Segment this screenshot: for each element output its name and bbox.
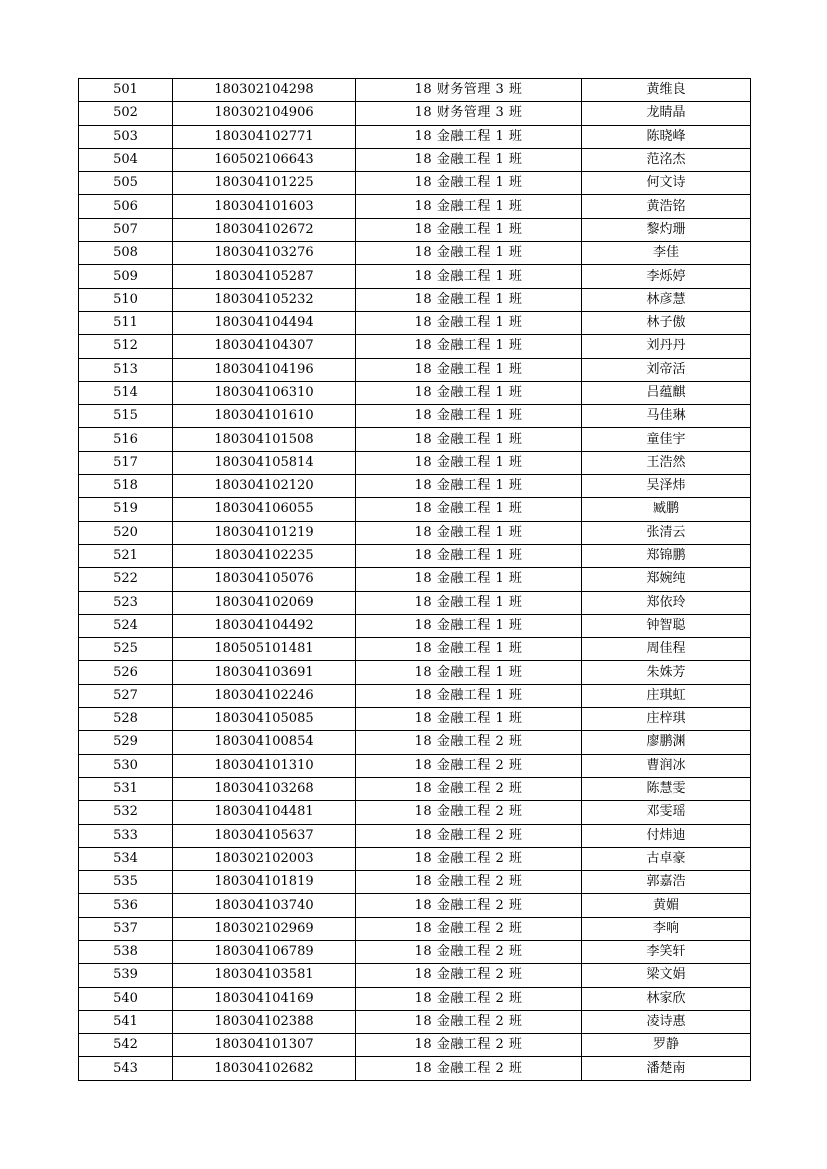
student-name-cell: 李响 (582, 917, 751, 940)
student-id-cell: 180304102069 (173, 591, 356, 614)
table-row (79, 218, 751, 241)
table-row (79, 591, 751, 614)
table-row (79, 125, 751, 148)
class-name-cell: 18 金融工程 2 班 (356, 1057, 582, 1080)
student-id-cell: 180304103276 (173, 242, 356, 265)
row-number-cell: 506 (79, 195, 173, 218)
student-name-cell: 朱姝芳 (582, 661, 751, 684)
row-number-cell: 536 (79, 894, 173, 917)
student-id-cell: 180304103740 (173, 894, 356, 917)
class-name-cell: 18 金融工程 1 班 (356, 335, 582, 358)
student-id-cell: 180304105637 (173, 824, 356, 847)
table-row (79, 102, 751, 125)
class-name-cell: 18 金融工程 1 班 (356, 148, 582, 171)
class-name-cell: 18 金融工程 1 班 (356, 475, 582, 498)
student-id-cell: 180304104492 (173, 614, 356, 637)
student-name-cell: 张清云 (582, 521, 751, 544)
student-id-cell: 180304106055 (173, 498, 356, 521)
student-name-cell: 周佳程 (582, 638, 751, 661)
class-name-cell: 18 金融工程 1 班 (356, 428, 582, 451)
row-number-cell: 529 (79, 731, 173, 754)
table-row (79, 731, 751, 754)
table-row (79, 1034, 751, 1057)
row-number-cell: 542 (79, 1034, 173, 1057)
row-number-cell: 507 (79, 218, 173, 241)
row-number-cell: 510 (79, 288, 173, 311)
table-row (79, 381, 751, 404)
row-number-cell: 514 (79, 381, 173, 404)
table-row (79, 964, 751, 987)
student-name-cell: 林彦慧 (582, 288, 751, 311)
student-id-cell: 180304102246 (173, 684, 356, 707)
student-name-cell: 郑婉纯 (582, 568, 751, 591)
student-id-cell: 180302104298 (173, 79, 356, 102)
student-name-cell: 庄琪虹 (582, 684, 751, 707)
student-id-cell: 180304101219 (173, 521, 356, 544)
student-id-cell: 180304103581 (173, 964, 356, 987)
student-name-cell: 郭嘉浩 (582, 871, 751, 894)
table-row (79, 614, 751, 637)
row-number-cell: 540 (79, 987, 173, 1010)
student-name-cell: 刘丹丹 (582, 335, 751, 358)
row-number-cell: 519 (79, 498, 173, 521)
student-id-cell: 180304105232 (173, 288, 356, 311)
student-name-cell: 黄浩铭 (582, 195, 751, 218)
table-row (79, 521, 751, 544)
class-name-cell: 18 金融工程 1 班 (356, 684, 582, 707)
student-roster-table (78, 78, 751, 1081)
student-id-cell: 180304101819 (173, 871, 356, 894)
row-number-cell: 532 (79, 801, 173, 824)
table-row (79, 940, 751, 963)
class-name-cell: 18 金融工程 2 班 (356, 894, 582, 917)
table-row (79, 335, 751, 358)
class-name-cell: 18 财务管理 3 班 (356, 79, 582, 102)
student-name-cell: 付炜迪 (582, 824, 751, 847)
student-id-cell: 180304105287 (173, 265, 356, 288)
table-row (79, 917, 751, 940)
row-number-cell: 537 (79, 917, 173, 940)
student-id-cell: 180304104481 (173, 801, 356, 824)
table-row (79, 871, 751, 894)
student-name-cell: 刘帝活 (582, 358, 751, 381)
table-row (79, 451, 751, 474)
table-row (79, 311, 751, 334)
row-number-cell: 528 (79, 708, 173, 731)
table-row (79, 661, 751, 684)
table-row (79, 358, 751, 381)
class-name-cell: 18 金融工程 1 班 (356, 242, 582, 265)
class-name-cell: 18 金融工程 1 班 (356, 614, 582, 637)
student-id-cell: 180302102003 (173, 847, 356, 870)
row-number-cell: 521 (79, 544, 173, 567)
row-number-cell: 501 (79, 79, 173, 102)
student-id-cell: 180304102682 (173, 1057, 356, 1080)
student-name-cell: 马佳琳 (582, 405, 751, 428)
student-id-cell: 180304102672 (173, 218, 356, 241)
class-name-cell: 18 金融工程 1 班 (356, 568, 582, 591)
student-name-cell: 龙睛晶 (582, 102, 751, 125)
student-name-cell: 潘楚南 (582, 1057, 751, 1080)
table-row (79, 824, 751, 847)
student-id-cell: 180304102771 (173, 125, 356, 148)
row-number-cell: 518 (79, 475, 173, 498)
row-number-cell: 527 (79, 684, 173, 707)
student-id-cell: 180304105076 (173, 568, 356, 591)
table-row (79, 801, 751, 824)
student-name-cell: 梁文娟 (582, 964, 751, 987)
table-row (79, 894, 751, 917)
student-id-cell: 180304104169 (173, 987, 356, 1010)
table-row (79, 265, 751, 288)
class-name-cell: 18 金融工程 2 班 (356, 824, 582, 847)
table-row (79, 79, 751, 102)
student-id-cell: 180304101603 (173, 195, 356, 218)
class-name-cell: 18 金融工程 2 班 (356, 940, 582, 963)
class-name-cell: 18 财务管理 3 班 (356, 102, 582, 125)
class-name-cell: 18 金融工程 2 班 (356, 777, 582, 800)
class-name-cell: 18 金融工程 2 班 (356, 1034, 582, 1057)
student-id-cell: 180304103268 (173, 777, 356, 800)
student-id-cell: 180304101307 (173, 1034, 356, 1057)
student-id-cell: 180304101225 (173, 172, 356, 195)
class-name-cell: 18 金融工程 1 班 (356, 498, 582, 521)
student-id-cell: 180304104196 (173, 358, 356, 381)
row-number-cell: 503 (79, 125, 173, 148)
table-row (79, 172, 751, 195)
student-id-cell: 180304105814 (173, 451, 356, 474)
student-name-cell: 曹润冰 (582, 754, 751, 777)
class-name-cell: 18 金融工程 1 班 (356, 521, 582, 544)
class-name-cell: 18 金融工程 1 班 (356, 195, 582, 218)
class-name-cell: 18 金融工程 2 班 (356, 871, 582, 894)
class-name-cell: 18 金融工程 1 班 (356, 451, 582, 474)
table-row (79, 684, 751, 707)
class-name-cell: 18 金融工程 2 班 (356, 731, 582, 754)
student-name-cell: 童佳宇 (582, 428, 751, 451)
class-name-cell: 18 金融工程 1 班 (356, 218, 582, 241)
student-name-cell: 李笑轩 (582, 940, 751, 963)
class-name-cell: 18 金融工程 1 班 (356, 125, 582, 148)
table-row (79, 242, 751, 265)
student-id-cell: 180304101508 (173, 428, 356, 451)
class-name-cell: 18 金融工程 1 班 (356, 358, 582, 381)
row-number-cell: 523 (79, 591, 173, 614)
row-number-cell: 541 (79, 1010, 173, 1033)
student-id-cell: 180304106789 (173, 940, 356, 963)
class-name-cell: 18 金融工程 2 班 (356, 847, 582, 870)
student-name-cell: 何文诗 (582, 172, 751, 195)
table-row (79, 708, 751, 731)
row-number-cell: 512 (79, 335, 173, 358)
student-name-cell: 林子傲 (582, 311, 751, 334)
student-name-cell: 吴泽炜 (582, 475, 751, 498)
class-name-cell: 18 金融工程 2 班 (356, 917, 582, 940)
class-name-cell: 18 金融工程 1 班 (356, 172, 582, 195)
row-number-cell: 515 (79, 405, 173, 428)
student-name-cell: 钟智聪 (582, 614, 751, 637)
table-row (79, 498, 751, 521)
student-name-cell: 郑锦鹏 (582, 544, 751, 567)
table-row (79, 638, 751, 661)
class-name-cell: 18 金融工程 1 班 (356, 311, 582, 334)
student-id-cell: 180304101310 (173, 754, 356, 777)
class-name-cell: 18 金融工程 1 班 (356, 638, 582, 661)
student-id-cell: 180302102969 (173, 917, 356, 940)
row-number-cell: 520 (79, 521, 173, 544)
row-number-cell: 517 (79, 451, 173, 474)
table-row (79, 1057, 751, 1080)
table-row (79, 847, 751, 870)
table-row (79, 987, 751, 1010)
row-number-cell: 505 (79, 172, 173, 195)
row-number-cell: 531 (79, 777, 173, 800)
table-row (79, 568, 751, 591)
class-name-cell: 18 金融工程 1 班 (356, 591, 582, 614)
class-name-cell: 18 金融工程 2 班 (356, 1010, 582, 1033)
student-id-cell: 180304102120 (173, 475, 356, 498)
student-id-cell: 180304103691 (173, 661, 356, 684)
student-name-cell: 黎灼珊 (582, 218, 751, 241)
table-row (79, 475, 751, 498)
class-name-cell: 18 金融工程 1 班 (356, 544, 582, 567)
table-row (79, 288, 751, 311)
student-name-cell: 郑依玲 (582, 591, 751, 614)
class-name-cell: 18 金融工程 1 班 (356, 288, 582, 311)
row-number-cell: 504 (79, 148, 173, 171)
table-row (79, 428, 751, 451)
row-number-cell: 509 (79, 265, 173, 288)
row-number-cell: 516 (79, 428, 173, 451)
class-name-cell: 18 金融工程 1 班 (356, 661, 582, 684)
row-number-cell: 535 (79, 871, 173, 894)
row-number-cell: 508 (79, 242, 173, 265)
student-name-cell: 李烁婷 (582, 265, 751, 288)
class-name-cell: 18 金融工程 1 班 (356, 708, 582, 731)
student-id-cell: 180304104494 (173, 311, 356, 334)
row-number-cell: 534 (79, 847, 173, 870)
row-number-cell: 511 (79, 311, 173, 334)
student-name-cell: 陈慧雯 (582, 777, 751, 800)
student-id-cell: 180505101481 (173, 638, 356, 661)
student-name-cell: 廖鹏渊 (582, 731, 751, 754)
table-row (79, 195, 751, 218)
roster-body (79, 79, 751, 1081)
class-name-cell: 18 金融工程 1 班 (356, 381, 582, 404)
student-name-cell: 邓雯瑶 (582, 801, 751, 824)
table-row (79, 777, 751, 800)
row-number-cell: 526 (79, 661, 173, 684)
student-name-cell: 凌诗惠 (582, 1010, 751, 1033)
student-id-cell: 180304106310 (173, 381, 356, 404)
row-number-cell: 538 (79, 940, 173, 963)
row-number-cell: 522 (79, 568, 173, 591)
student-id-cell: 180302104906 (173, 102, 356, 125)
student-name-cell: 罗静 (582, 1034, 751, 1057)
row-number-cell: 530 (79, 754, 173, 777)
student-name-cell: 王浩然 (582, 451, 751, 474)
student-id-cell: 180304105085 (173, 708, 356, 731)
student-id-cell: 180304100854 (173, 731, 356, 754)
student-name-cell: 范洺杰 (582, 148, 751, 171)
table-row (79, 1010, 751, 1033)
student-name-cell: 吕蕴麒 (582, 381, 751, 404)
row-number-cell: 502 (79, 102, 173, 125)
class-name-cell: 18 金融工程 2 班 (356, 801, 582, 824)
row-number-cell: 539 (79, 964, 173, 987)
student-id-cell: 180304101610 (173, 405, 356, 428)
student-id-cell: 180304102388 (173, 1010, 356, 1033)
row-number-cell: 533 (79, 824, 173, 847)
table-row (79, 544, 751, 567)
row-number-cell: 513 (79, 358, 173, 381)
table-row (79, 405, 751, 428)
student-name-cell: 古卓豪 (582, 847, 751, 870)
student-name-cell: 臧鹏 (582, 498, 751, 521)
class-name-cell: 18 金融工程 1 班 (356, 405, 582, 428)
student-id-cell: 160502106643 (173, 148, 356, 171)
class-name-cell: 18 金融工程 1 班 (356, 265, 582, 288)
table-row (79, 148, 751, 171)
class-name-cell: 18 金融工程 2 班 (356, 754, 582, 777)
student-name-cell: 黄维良 (582, 79, 751, 102)
student-name-cell: 林家欣 (582, 987, 751, 1010)
student-name-cell: 黄媚 (582, 894, 751, 917)
class-name-cell: 18 金融工程 2 班 (356, 964, 582, 987)
class-name-cell: 18 金融工程 2 班 (356, 987, 582, 1010)
table-row (79, 754, 751, 777)
student-name-cell: 李佳 (582, 242, 751, 265)
student-name-cell: 陈晓峰 (582, 125, 751, 148)
row-number-cell: 525 (79, 638, 173, 661)
student-name-cell: 庄梓琪 (582, 708, 751, 731)
student-id-cell: 180304104307 (173, 335, 356, 358)
row-number-cell: 524 (79, 614, 173, 637)
row-number-cell: 543 (79, 1057, 173, 1080)
student-id-cell: 180304102235 (173, 544, 356, 567)
